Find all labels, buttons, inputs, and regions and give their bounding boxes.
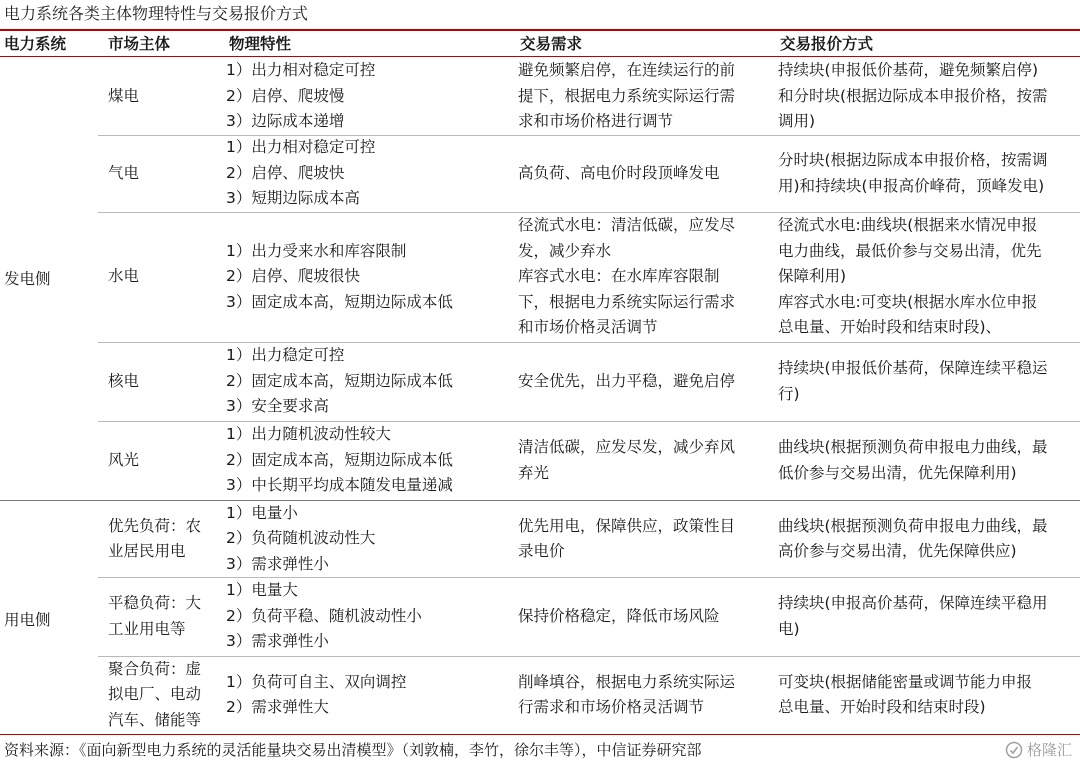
cell-quote: [778, 501, 1078, 577]
cell-entity-line: 汽车、储能等: [108, 710, 202, 729]
cell-physical-line: 2）负荷随机波动性大: [226, 529, 376, 548]
cell-quote-line: 持续块(申报高价基荷，保障连续平稳用: [778, 594, 1048, 612]
cell-demand-line: 发，减少弃水: [518, 241, 612, 260]
header-quote: 交易报价方式: [780, 35, 874, 53]
cell-physical: [226, 656, 508, 734]
cell-physical: [226, 421, 508, 500]
cell-entity-line: 业居民用电: [108, 542, 186, 560]
cell-physical-line: 1）电量大: [226, 581, 298, 600]
table-row: [98, 342, 1080, 421]
table-title: 电力系统各类主体物理特性与交易报价方式: [4, 4, 309, 23]
cell-physical-line: 3）固定成本高，短期边际成本低: [226, 292, 453, 311]
cell-physical-line: 2）启停、爬坡很快: [226, 267, 360, 286]
cell-physical-line: 3）中长期平均成本随发电量递减: [226, 476, 453, 495]
cell-demand-line: 清洁低碳，应发尽发，减少弃风: [518, 438, 736, 456]
cell-physical: [226, 135, 508, 212]
cell-demand-line: 保持价格稳定，降低市场风险: [518, 606, 720, 625]
cell-quote-line: 电力曲线，最低价参与交易出清，优先: [778, 241, 1042, 260]
cell-entity-line: 煤电: [108, 86, 140, 105]
cell-quote-line: 曲线块(根据预测负荷申报电力曲线，最: [778, 438, 1048, 456]
cell-quote-line: 总电量、开始时段和结束时段): [778, 698, 986, 716]
cell-demand-line: 安全优先，出力平稳，避免启停: [518, 371, 736, 390]
group-label-consumption: 用电侧: [4, 611, 51, 629]
cell-physical-line: 1）出力相对稳定可控: [226, 138, 376, 157]
cell-physical: [226, 58, 508, 135]
cell-demand: [518, 342, 763, 421]
cell-entity: [108, 58, 218, 135]
header-physical: 物理特性: [229, 35, 292, 53]
cell-quote-line: 行): [778, 384, 800, 403]
cell-entity-line: 聚合负荷：虚: [108, 659, 202, 678]
cell-quote-line: 持续块(申报低价基荷，保障连续平稳运: [778, 359, 1048, 377]
cell-quote: [778, 58, 1078, 135]
cell-physical: [226, 212, 508, 342]
table-row: [98, 58, 1080, 135]
cell-entity: [108, 212, 218, 342]
header-entity: 市场主体: [108, 35, 171, 53]
cell-physical-line: 3）安全要求高: [226, 397, 329, 416]
cell-entity-line: 核电: [108, 371, 140, 390]
table-row: [98, 656, 1080, 734]
cell-entity: [108, 135, 218, 212]
cell-quote-line: 曲线块(根据预测负荷申报电力曲线，最: [778, 516, 1048, 535]
watermark-logo-icon: [1005, 741, 1023, 759]
table-row: [98, 501, 1080, 577]
header-rule: [0, 56, 1080, 57]
cell-entity-line: 平稳负荷：大: [108, 594, 202, 612]
cell-quote-line: 总电量、开始时段和结束时段)、: [778, 318, 1002, 337]
cell-quote: [778, 342, 1078, 421]
table-row: [98, 421, 1080, 500]
cell-quote-line: 调用): [778, 112, 816, 131]
table-row: [98, 577, 1080, 656]
cell-physical-line: 3）边际成本递增: [226, 112, 345, 131]
group-label-generation: 发电侧: [4, 270, 51, 288]
cell-quote: [778, 577, 1078, 656]
cell-physical-line: 2）负荷平稳、随机波动性小: [226, 606, 422, 625]
cell-demand-line: 和市场价格灵活调节: [518, 318, 658, 337]
cell-demand: [518, 421, 763, 500]
cell-demand: [518, 577, 763, 656]
cell-quote-line: 径流式水电:曲线块(根据来水情况申报: [778, 216, 1038, 235]
cell-demand: [518, 212, 763, 342]
cell-entity-line: 气电: [108, 163, 140, 182]
cell-demand-line: 提下，根据电力系统实际运行需: [518, 86, 736, 105]
cell-physical-line: 2）固定成本高，短期边际成本低: [226, 371, 453, 390]
cell-entity: [108, 342, 218, 421]
cell-physical-line: 3）需求弹性小: [226, 554, 329, 573]
cell-entity-line: 工业用电等: [108, 619, 186, 638]
cell-entity: [108, 656, 218, 734]
cell-physical-line: 2）固定成本高，短期边际成本低: [226, 450, 453, 469]
cell-quote-line: 持续块(申报低价基荷，避免频繁启停): [778, 61, 1039, 80]
cell-demand-line: 弃光: [518, 463, 550, 482]
cell-quote-line: 库容式水电:可变块(根据水库水位申报: [778, 292, 1038, 311]
table-row: [98, 135, 1080, 212]
cell-demand-line: 径流式水电：清洁低碳，应发尽: [518, 216, 736, 235]
cell-quote-line: 保障利用): [778, 267, 847, 286]
cell-entity: [108, 421, 218, 500]
cell-demand-line: 求和市场价格进行调节: [518, 112, 674, 131]
cell-quote-line: 高价参与交易出清，优先保障供应): [778, 542, 1017, 560]
cell-physical-line: 1）负荷可自主、双向调控: [226, 672, 407, 691]
cell-physical-line: 1）出力随机波动性较大: [226, 425, 391, 444]
header-system: 电力系统: [4, 35, 67, 53]
cell-demand-line: 库容式水电：在水库库容限制: [518, 267, 720, 286]
cell-quote-line: 分时块(根据边际成本申报价格，按需调: [778, 151, 1048, 169]
cell-physical: [226, 342, 508, 421]
cell-demand: [518, 135, 763, 212]
cell-entity-line: 优先负荷：农: [108, 516, 202, 535]
cell-entity: [108, 577, 218, 656]
cell-demand-line: 行需求和市场价格灵活调节: [518, 698, 705, 716]
table-row: [98, 212, 1080, 342]
cell-physical-line: 2）启停、爬坡慢: [226, 86, 345, 105]
header-demand: 交易需求: [520, 35, 583, 53]
table-header: [0, 32, 1080, 56]
cell-physical: [226, 501, 508, 577]
cell-quote: [778, 421, 1078, 500]
cell-entity-line: 水电: [108, 267, 140, 286]
cell-demand-line: 避免频繁启停，在连续运行的前: [518, 61, 736, 80]
cell-quote: [778, 135, 1078, 212]
cell-quote-line: 可变块(根据储能密量或调节能力申报: [778, 672, 1033, 691]
cell-demand-line: 下，根据电力系统实际运行需求: [518, 292, 736, 311]
cell-demand-line: 削峰填谷，根据电力系统实际运: [518, 672, 736, 691]
cell-physical-line: 2）需求弹性大: [226, 698, 329, 716]
cell-physical-line: 1）出力受来水和库容限制: [226, 241, 407, 260]
watermark: [1005, 740, 1072, 760]
cell-demand: [518, 501, 763, 577]
cell-demand-line: 录电价: [518, 542, 565, 560]
cell-physical-line: 3）需求弹性小: [226, 632, 329, 651]
cell-demand-line: 高负荷、高电价时段顶峰发电: [518, 163, 720, 182]
cell-physical-line: 1）出力相对稳定可控: [226, 61, 376, 80]
watermark-text: 格隆汇: [1026, 741, 1072, 759]
top-rule: [0, 29, 1080, 31]
cell-quote-line: 和分时块(根据边际成本申报价格，按需: [778, 86, 1048, 105]
cell-entity: [108, 501, 218, 577]
cell-quote: [778, 656, 1078, 734]
cell-quote-line: 电): [778, 619, 800, 638]
cell-physical-line: 2）启停、爬坡快: [226, 163, 345, 182]
cell-quote: [778, 212, 1078, 342]
cell-entity-line: 拟电厂、电动: [108, 685, 202, 704]
bottom-rule: [0, 734, 1080, 735]
cell-demand-line: 优先用电，保障供应，政策性目: [518, 516, 736, 535]
cell-quote-line: 低价参与交易出清，优先保障利用): [778, 463, 1017, 482]
cell-physical-line: 3）短期边际成本高: [226, 189, 360, 208]
cell-demand: [518, 656, 763, 734]
cell-physical-line: 1）出力稳定可控: [226, 346, 345, 365]
cell-physical-line: 1）电量小: [226, 503, 298, 522]
cell-physical: [226, 577, 508, 656]
cell-demand: [518, 58, 763, 135]
cell-entity-line: 风光: [108, 450, 140, 469]
source-note: 资料来源：《面向新型电力系统的灵活能量块交易出清模型》（刘敦楠，李竹，徐尔丰等），中信证券研究部: [4, 741, 702, 759]
cell-quote-line: 用)和持续块(申报高价峰荷，顶峰发电): [778, 176, 1045, 195]
